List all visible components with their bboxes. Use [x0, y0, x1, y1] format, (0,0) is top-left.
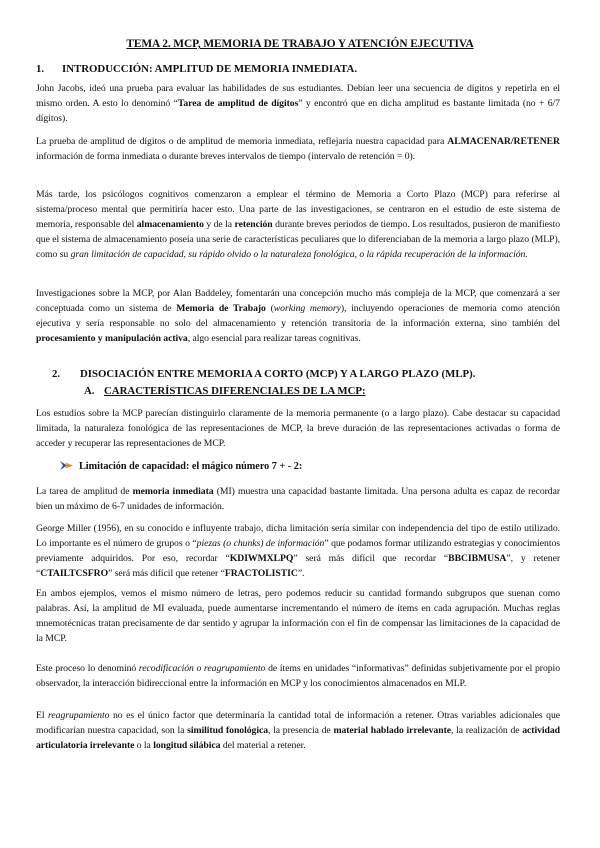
- section-1-title: INTRODUCCIÓN: AMPLITUD DE MEMORIA INMEDIATA.: [62, 63, 358, 75]
- paragraph-4: Investigaciones sobre la MCP, por Alan Baddeley, fomentarán una concepción mucho más compleja de la MCP, que comenzará a ser conceptuada como un sistema de Memoria de Trabajo (working memory), incluyendo operaciones de memoria como atención ejecutiva y sería responsable no solo del almacenamiento y retención transitoria de la información externa, sino también del procesamiento y manipulación activa, algo esencial para realizar tareas cognitivas.: [36, 288, 560, 345]
- paragraph-7: George Miller (1956), en su conocido e influyente trabajo, dicha limitación sería similar con independencia del tipo de estilo utilizado. Lo importante es el número de grupos o “piezas (o chunks) de información” que podamos formar utilizando estrategias y conocimientos previamente adquiridos. Por eso, recordar “KDIWMXLPQ” será más difícil que recordar “BBCIBMUSA”, y retener “CTAILTCSFRO” será más difícil que retener “FRACTOLISTIC”.: [36, 523, 560, 580]
- bullet-text: Limitación de capacidad: el mágico número 7 + - 2:: [79, 461, 303, 472]
- paragraph-8: En ambos ejemplos, vemos el mismo número de letras, pero podemos reducir su cantidad formando subgrupos que suenan como palabras. Así, la amplitud de MI evaluada, puede aumentarse incrementando el número de ítems en cada agrupación. Muchas reglas mnemotécnicas tratan precisamente de dar sentido y agrupar la información con el fin de compensar las limitaciones de la capacidad de la MCP.: [36, 588, 560, 645]
- bullet-arrow-icon: [60, 461, 73, 470]
- paragraph-3: Más tarde, los psicólogos cognitivos comenzaron a emplear el término de Memoria a Corto Plazo (MCP) para referirse al sistema/proceso mental que permitiría hacer esto. Una parte de las investigaciones, se centraron en el estudio de este sistema de memoria, responsable del almacenamiento y de la retención durante breves periodos de tiempo. Los resultados, pusieron de manifiesto que el sistema de almacenamiento poseía una serie de características peculiares que lo diferenciaban de la memoria a largo plazo (MLP), como su gran limitación de capacidad, su rápido olvido o la naturaleza fonológica, o la rápida recuperación de la información.: [36, 189, 561, 261]
- section-1-number: 1.: [36, 63, 45, 75]
- document-title: TEMA 2. MCP, MEMORIA DE TRABAJO Y ATENCIÓN EJECUTIVA: [126, 38, 474, 50]
- section-2-number: 2.: [52, 368, 61, 380]
- paragraph-6: La tarea de amplitud de memoria inmediata (MI) muestra una capacidad bastante limitada. Una persona adulta es capaz de recordar bien un máximo de 6-7 unidades de información.: [36, 486, 561, 513]
- paragraph-9: Este proceso lo denominó recodificación o reagrupamiento de ítems en unidades “informativas” definidas subjetivamente por el propio observador, la interacción bidireccional entre la información en MCP y los conocimientos almacenados en MLP.: [36, 663, 560, 690]
- paragraph-2: La prueba de amplitud de dígitos o de amplitud de memoria inmediata, reflejaría nuestra capacidad para ALMACENAR/RETENER información de forma inmediata o durante breves intervalos de tiempo (intervalo de retención = 0).: [36, 136, 560, 163]
- section-2-heading: [52, 368, 475, 380]
- paragraph-10: El reagrupamiento no es el único factor que determinaría la cantidad total de información a retener. Otras variables adicionales que modificarían nuestra capacidad, son la similitud fonológica, la presencia de material hablado irrelevante, la realización de actividad articulatoria irrelevante o la longitud silábica del material a retener.: [36, 710, 560, 752]
- section-1-heading: [36, 63, 357, 75]
- bullet-limitacion-capacidad: [60, 460, 302, 472]
- paragraph-1: John Jacobs, ideó una prueba para evaluar las habilidades de sus estudiantes. Debían leer una secuencia de dígitos y repetirla en el mismo orden. A esto lo denominó “Tarea de amplitud de dígitos” y encontró que en dicha amplitud es bastante limitada (no + 6/7 dígitos).: [36, 83, 560, 125]
- subsection-a-heading: [84, 385, 366, 397]
- subsection-a-label: A.: [84, 385, 95, 397]
- subsection-a-title: CARACTERÍSTICAS DIFERENCIALES DE LA MCP:: [104, 385, 366, 397]
- paragraph-5: Los estudios sobre la MCP parecían distinguirlo claramente de la memoria permanente (o a largo plazo). Cabe destacar su capacidad limitada, la naturaleza fonológica de las representaciones de MCP, la breve duración de las representaciones activadas o forma de acceder y recuperar las representaciones de MCP.: [36, 408, 560, 450]
- section-2-title: DISOCIACIÓN ENTRE MEMORIA A CORTO (MCP) Y A LARGO PLAZO (MLP).: [80, 368, 476, 380]
